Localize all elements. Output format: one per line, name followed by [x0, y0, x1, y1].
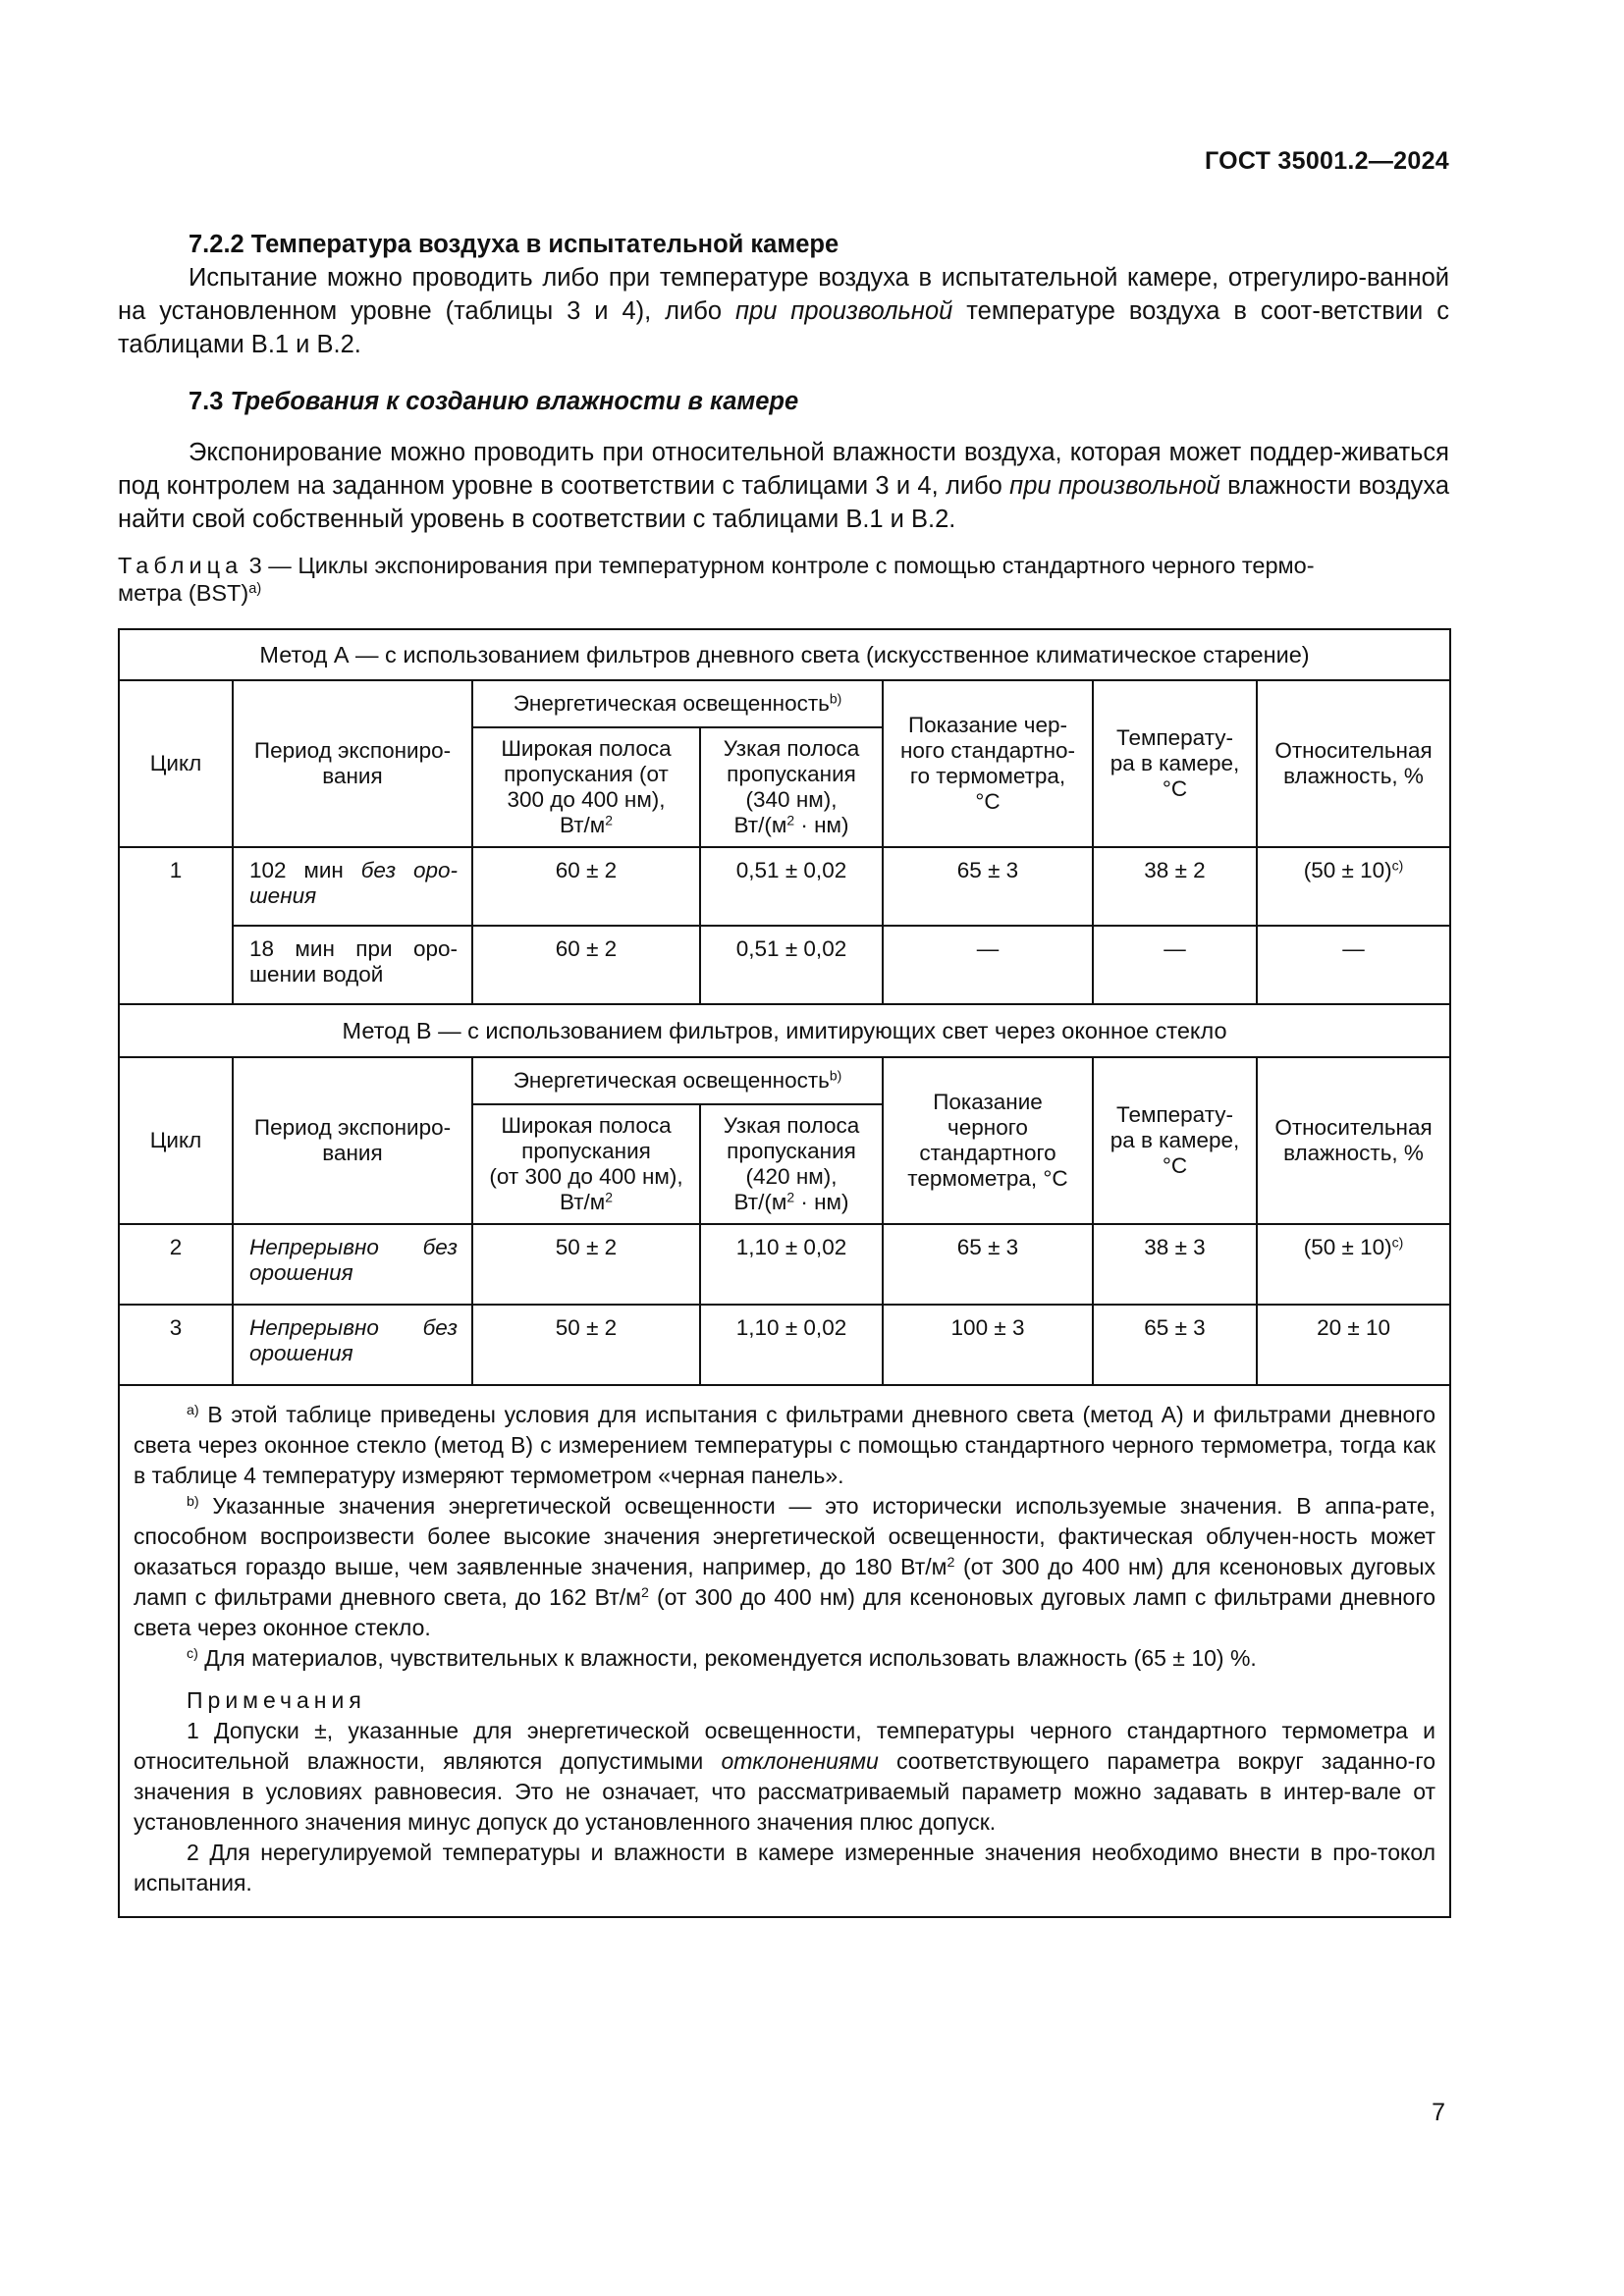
cell-broadband: 60 ± 2 — [472, 926, 700, 1004]
period-italic-text: без оро- — [360, 858, 458, 882]
cell-humidity — [1257, 847, 1450, 926]
cell-narrowband: 1,10 ± 0,02 — [700, 1305, 883, 1385]
header-text: Вт/(м — [733, 1190, 787, 1214]
section-7-2-2-title: 7.2.2 Температура воздуха в испытательной камере — [189, 231, 839, 258]
table-3 — [118, 628, 1451, 1918]
cell-period — [233, 847, 472, 926]
header-text: Период экспониро- — [253, 1115, 452, 1140]
footnote-text: (от 300 до 400 нм) для ксеноновых дуговых ламп с фильтрами дневного света через оконное стекло. — [134, 1584, 1436, 1640]
header-text: Показание чер- — [907, 713, 1068, 737]
note-2: 2 Для нерегулируемой температуры и влажности в камере измеренные значения необходимо внести в про-токол испытания. — [134, 1840, 1436, 1896]
caption-footnote-mark: a) — [248, 581, 262, 597]
header-bst — [883, 680, 1093, 847]
superscript: 2 — [786, 812, 795, 828]
section-7-3-title — [189, 385, 1449, 418]
paragraph-text: влажности воздуха найти свой собственный уровень в соответствии с таблицами В.1 и В.2. — [118, 472, 1450, 533]
note-1 — [134, 1716, 1435, 1838]
cell-chamber-temp: 38 ± 2 — [1093, 847, 1257, 926]
footnote-mark: b) — [829, 690, 842, 707]
period-text: 18 мин при оро- — [249, 936, 458, 961]
note-text: соответствующего параметра вокруг заданно-го значения в условиях равновесия. Это не означает, что рассматриваемый параметр можно задавать в интер-вале от установленного значения минус допуск до установленного значения плюс допуск. — [134, 1748, 1436, 1835]
header-text: вания — [322, 764, 383, 788]
period-text: орошения — [249, 1341, 353, 1365]
header-irradiance — [472, 1057, 883, 1104]
caption-text: 3 — Циклы экспонирования при температурном контроле с помощью стандартного черного термо- — [243, 553, 1315, 578]
header-text: °С — [1162, 776, 1188, 801]
footnote-text: Для материалов, чувствительных к влажности, рекомендуется использовать влажность (65 ± 10) %. — [197, 1645, 1257, 1671]
header-text: пропускания (от — [504, 762, 669, 786]
section-7-3-paragraph — [118, 436, 1449, 536]
header-chamber-temp — [1093, 680, 1257, 847]
cell-bst: — — [883, 926, 1093, 1004]
table-row — [119, 1224, 1450, 1305]
superscript: 2 — [640, 1585, 649, 1602]
caption-line-2 — [118, 579, 1449, 607]
cell-bst: 65 ± 3 — [883, 847, 1093, 926]
paragraph-text: Испытание можно проводить либо при температуре воздуха в испытательной камере, отрегулиро-ванной на установленном уровне (таблицы 3 и 4), либо — [118, 264, 1449, 325]
header-cycle: Цикл — [119, 1057, 233, 1224]
superscript: 2 — [605, 1189, 614, 1205]
header-text: ра в камере, — [1110, 751, 1240, 775]
header-text: Относительная — [1274, 738, 1433, 763]
cell-broadband: 50 ± 2 — [472, 1224, 700, 1305]
cell-text: (50 ± 10) — [1303, 1235, 1392, 1259]
header-text: пропускания — [727, 762, 856, 786]
note-text: 1 Допуски ±, указанные для энергетической освещенности, температуры черного стандартного термометра и относительной влажности, являются допустимыми — [134, 1718, 1436, 1774]
header-text: °С — [1162, 1153, 1188, 1178]
header-period — [233, 1057, 472, 1224]
footnote-b — [134, 1491, 1435, 1643]
header-narrowband — [700, 1104, 883, 1224]
header-text: стандартного — [919, 1141, 1056, 1165]
cell-broadband: 60 ± 2 — [472, 847, 700, 926]
header-text: Широкая полоса — [501, 1113, 672, 1138]
header-text: го термометра, — [909, 764, 1066, 788]
header-text: вания — [322, 1141, 383, 1165]
header-bst — [883, 1057, 1093, 1224]
page-number: 7 — [1432, 2099, 1445, 2126]
header-cycle: Цикл — [119, 680, 233, 847]
table-row — [119, 1305, 1450, 1385]
cell-narrowband: 1,10 ± 0,02 — [700, 1224, 883, 1305]
cell-chamber-temp: 38 ± 3 — [1093, 1224, 1257, 1305]
cell-cycle: 2 — [119, 1224, 233, 1305]
header-text: Относительная — [1274, 1115, 1433, 1140]
paragraph-italic-text: при произвольной — [1009, 472, 1220, 500]
header-text: 300 до 400 нм), — [507, 787, 666, 812]
cell-period — [233, 1305, 472, 1385]
header-text: Температу- — [1116, 725, 1233, 750]
cell-chamber-temp: 65 ± 3 — [1093, 1305, 1257, 1385]
header-text: Широкая полоса — [501, 736, 672, 761]
header-text: °С — [975, 789, 1001, 814]
period-text: 102 мин — [249, 858, 361, 882]
header-text: пропускания — [521, 1139, 651, 1163]
header-text: влажность, % — [1283, 1141, 1424, 1165]
standard-designation: ГОСТ 35001.2—2024 — [1204, 147, 1449, 175]
cell-period — [233, 926, 472, 1004]
header-broadband — [472, 1104, 700, 1224]
cell-cycle: 3 — [119, 1305, 233, 1385]
header-text: Вт/м — [559, 1190, 606, 1214]
header-relative-humidity — [1257, 1057, 1450, 1224]
footnote-c — [134, 1643, 1435, 1674]
table-3-caption — [118, 552, 1449, 607]
cell-cycle: 1 — [119, 847, 233, 1004]
caption-table-word: Таблица — [118, 553, 244, 578]
header-text: ного стандартно- — [899, 738, 1076, 763]
header-text: Температу- — [1116, 1102, 1233, 1127]
superscript: 2 — [605, 812, 614, 828]
superscript: 2 — [947, 1555, 955, 1572]
superscript: 2 — [786, 1189, 795, 1205]
header-text: (340 нм), — [745, 787, 838, 812]
header-text: Энергетическая освещенность — [513, 691, 830, 716]
method-a-header: Метод А — с использованием фильтров дневного света (искусственное климатическое старение) — [119, 629, 1450, 680]
header-text: влажность, % — [1283, 764, 1424, 788]
header-irradiance — [472, 680, 883, 727]
cell-period — [233, 1224, 472, 1305]
header-text: Узкая полоса — [723, 736, 860, 761]
footnote-mark: c) — [1391, 857, 1404, 874]
cell-humidity — [1257, 1224, 1450, 1305]
header-text: Период экспониро- — [253, 738, 452, 763]
header-text: · нм) — [794, 1190, 849, 1214]
header-text: Вт/м — [559, 813, 606, 837]
header-chamber-temp — [1093, 1057, 1257, 1224]
cell-chamber-temp: — — [1093, 926, 1257, 1004]
header-text: · нм) — [794, 813, 849, 837]
footnote-mark: b) — [187, 1494, 199, 1511]
header-text: пропускания — [727, 1139, 856, 1163]
table-row — [119, 847, 1450, 926]
header-text: ра в камере, — [1110, 1128, 1240, 1152]
cell-narrowband: 0,51 ± 0,02 — [700, 847, 883, 926]
period-text: Непрерывно без — [249, 1235, 458, 1259]
footnote-text: (от 300 до 400 нм) для ксеноновых дуговых ламп с фильтрами дневного света, до 162 Вт/м — [134, 1554, 1436, 1610]
paragraph-text: температуре воздуха в соот-ветствии с таблицами В.1 и В.2. — [118, 297, 1449, 358]
table-row — [119, 926, 1450, 1004]
header-text: Узкая полоса — [723, 1113, 860, 1138]
period-line — [249, 858, 458, 883]
footnote-text: В этой таблице приведены условия для испытания с фильтрами дневного света (метод А) и фильтрами дневного света через оконное стекло (метод В) с измерением температуры с помощью стандартного черного термометра, тогда как в таблице 4 температуру измеряют термометром «черная панель». — [134, 1402, 1436, 1488]
header-narrowband — [700, 727, 883, 847]
period-text: шении водой — [249, 962, 384, 987]
cell-bst: 100 ± 3 — [883, 1305, 1093, 1385]
cell-broadband: 50 ± 2 — [472, 1305, 700, 1385]
section-7-3-title-text: 7.3 Требования к созданию влажности в камере — [189, 388, 799, 415]
period-text: Непрерывно без — [249, 1315, 458, 1340]
paragraph-text: Экспонирование можно проводить при относительной влажности воздуха, которая может поддер-живаться под контролем на заданном уровне в соответствии с таблицами 3 и 4, либо — [118, 439, 1449, 500]
section-7-2-2-paragraph — [118, 261, 1449, 361]
footnote-mark: b) — [829, 1067, 842, 1084]
cell-humidity: — — [1257, 926, 1450, 1004]
cell-text: (50 ± 10) — [1303, 858, 1392, 882]
paragraph-italic-text: при произвольной — [734, 297, 953, 325]
footnote-a — [134, 1400, 1435, 1491]
header-text: (420 нм), — [745, 1164, 838, 1189]
footnote-text: Указанные значения энергетической освещенности — это исторически используемые значения. В аппа-рате, способном воспроизвести более высокие значения энергетической освещенности, фактическая облучен-ность может оказаться гораздо выше, чем заявленные значения, например, до 180 Вт/м — [134, 1493, 1436, 1579]
header-text: (от 300 до 400 нм), — [489, 1164, 683, 1189]
caption-line-2-text: метра (BST) — [118, 580, 249, 606]
header-text: Показание — [933, 1090, 1043, 1114]
method-b-header: Метод В — с использованием фильтров, имитирующих свет через оконное стекло — [119, 1004, 1450, 1057]
notes-title: Примечания — [187, 1687, 366, 1713]
period-text: орошения — [249, 1260, 353, 1285]
header-text: термометра, °С — [907, 1166, 1068, 1191]
header-broadband — [472, 727, 700, 847]
header-text: Энергетическая освещенность — [513, 1068, 830, 1093]
table-footnotes — [119, 1385, 1450, 1917]
note-italic-text: отклонениями — [721, 1748, 879, 1774]
cell-humidity: 20 ± 10 — [1257, 1305, 1450, 1385]
cell-narrowband: 0,51 ± 0,02 — [700, 926, 883, 1004]
footnote-mark: c) — [1391, 1234, 1404, 1251]
header-relative-humidity — [1257, 680, 1450, 847]
footnote-mark: c) — [187, 1646, 198, 1663]
cell-bst: 65 ± 3 — [883, 1224, 1093, 1305]
header-period — [233, 680, 472, 847]
header-text: черного — [947, 1115, 1028, 1140]
period-text: шения — [249, 883, 317, 908]
header-text: Вт/(м — [733, 813, 787, 837]
footnote-mark: a) — [187, 1403, 199, 1419]
